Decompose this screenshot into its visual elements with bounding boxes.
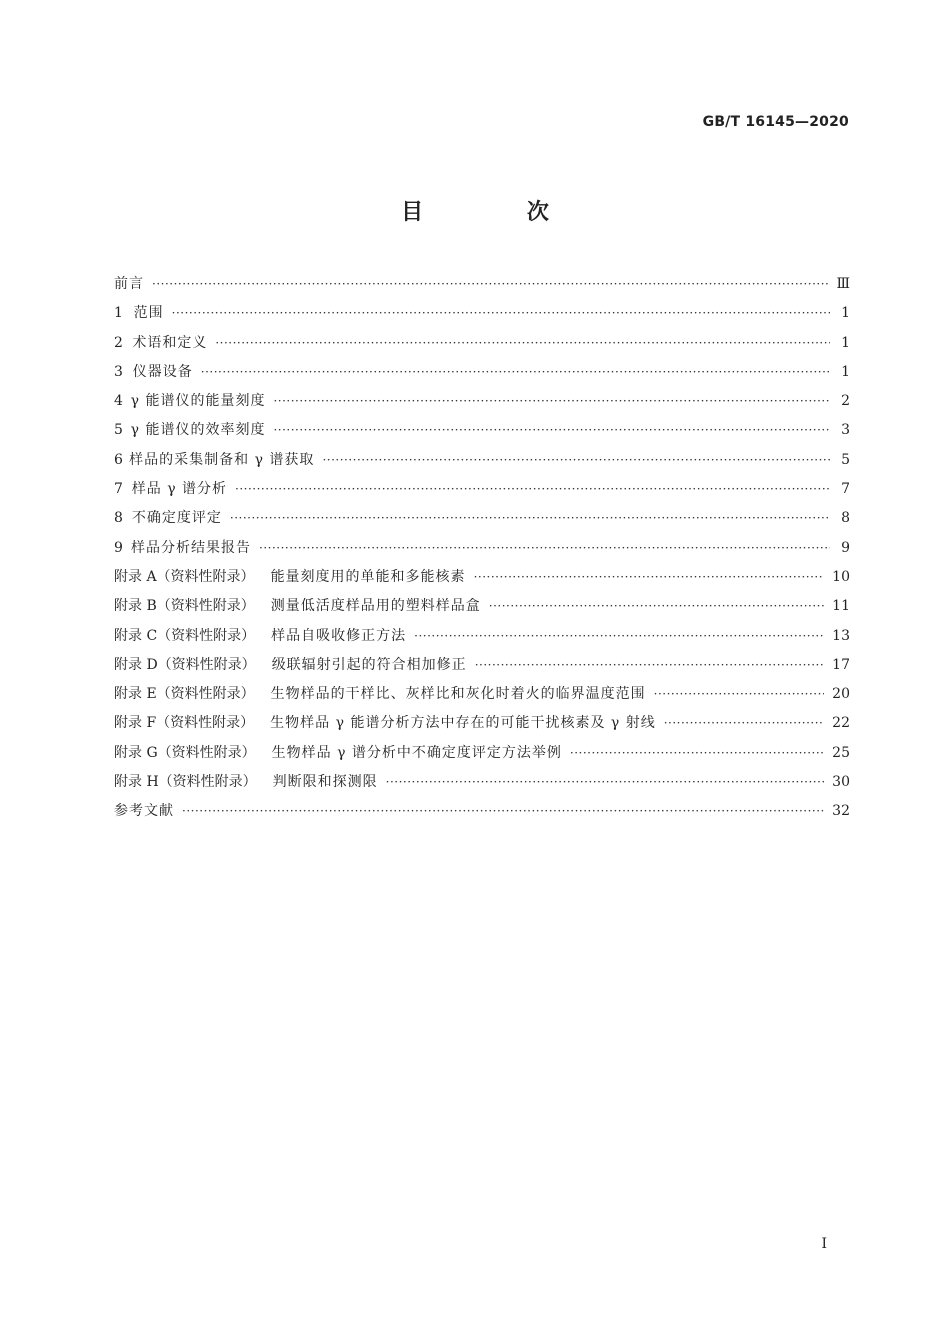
toc-entry-page: 30 (832, 774, 850, 791)
leader-dots (570, 739, 824, 768)
toc-entry-section-2[interactable] (114, 329, 850, 358)
toc-entry-label: 测量低活度样品用的塑料样品盒 (270, 598, 481, 615)
toc-entry-annex-c[interactable] (114, 622, 850, 651)
toc-entry-annex-b[interactable] (114, 592, 850, 621)
toc-entry-label: 生物样品的干样比、灰样比和灰化时着火的临界温度范围 (270, 686, 646, 703)
toc-entry-label: 样品分析结果报告 (131, 539, 252, 556)
toc-entry-page: 1 (841, 363, 850, 380)
toc-entry-section-1[interactable] (114, 299, 850, 328)
leader-dots (215, 329, 830, 358)
leader-dots (322, 446, 830, 475)
toc-entry-number: 2 (114, 334, 123, 351)
standard-code: GB/T 16145—2020 (702, 114, 849, 130)
toc-entry-label: 仪器设备 (132, 363, 193, 380)
toc-entry-annex-prefix: 附录 C（资料性附录） (114, 627, 256, 644)
toc-entry-page: 9 (841, 539, 850, 556)
toc-entry-page: 7 (841, 481, 850, 498)
page-number: I (821, 1236, 827, 1252)
toc-entry-label: 参考文献 (114, 803, 174, 820)
toc-entry-label: 样品自吸收修正方法 (271, 627, 407, 644)
toc-entry-label: 样品 γ 谱分析 (131, 481, 228, 498)
leader-dots (654, 680, 825, 709)
toc-entry-foreword[interactable] (114, 270, 850, 299)
toc-entry-annex-d[interactable] (114, 651, 850, 680)
toc-entry-label: 范围 (133, 305, 164, 322)
toc-entry-number: 4 (114, 393, 123, 410)
leader-dots (664, 709, 824, 738)
toc-entry-section-5[interactable] (114, 416, 850, 445)
toc-entry-page: 32 (832, 803, 850, 820)
toc-entry-page: 13 (832, 627, 850, 644)
toc-entry-annex-prefix: 附录 E（资料性附录） (114, 686, 255, 703)
toc-entry-page: 8 (841, 510, 850, 527)
toc-entry-label: 级联辐射引起的符合相加修正 (271, 656, 467, 673)
table-of-contents (114, 270, 850, 827)
leader-dots (489, 592, 824, 621)
toc-entry-label: γ 能谱仪的效率刻度 (130, 422, 266, 439)
toc-entry-section-9[interactable] (114, 534, 850, 563)
toc-entry-section-8[interactable] (114, 504, 850, 533)
toc-entry-page: Ⅲ (836, 276, 850, 292)
toc-entry-annex-a[interactable] (114, 563, 850, 592)
toc-entry-label: γ 能谱仪的能量刻度 (130, 393, 266, 410)
toc-entry-page: 20 (832, 686, 850, 703)
toc-entry-section-6[interactable] (114, 446, 850, 475)
leader-dots (475, 651, 824, 680)
toc-entry-annex-f[interactable] (114, 709, 850, 738)
page-title: 目 次 (401, 200, 597, 225)
toc-entry-section-7[interactable] (114, 475, 850, 504)
toc-entry-number: 9 (114, 539, 123, 556)
toc-entry-page: 5 (841, 451, 850, 468)
toc-entry-section-3[interactable] (114, 358, 850, 387)
toc-entry-number: 7 (114, 481, 123, 498)
toc-entry-label: 生物样品 γ 能谱分析方法中存在的可能干扰核素及 γ 射线 (270, 715, 656, 732)
toc-entry-label: 术语和定义 (132, 334, 208, 351)
leader-dots (386, 768, 825, 797)
leader-dots (273, 387, 830, 416)
leader-dots (273, 416, 830, 445)
toc-entry-references[interactable] (114, 797, 850, 826)
toc-entry-annex-prefix: 附录 B（资料性附录） (114, 598, 255, 615)
leader-dots (474, 563, 825, 592)
toc-entry-section-4[interactable] (114, 387, 850, 416)
toc-entry-annex-e[interactable] (114, 680, 850, 709)
leader-dots (152, 270, 828, 299)
toc-entry-label: 前言 (114, 276, 144, 292)
toc-entry-annex-h[interactable] (114, 768, 850, 797)
toc-entry-number: 5 (114, 422, 123, 439)
toc-entry-page: 11 (832, 598, 850, 615)
toc-entry-label: 样品的采集制备和 γ 谱获取 (129, 451, 315, 468)
toc-entry-page: 25 (832, 744, 850, 761)
toc-entry-page: 1 (841, 334, 850, 351)
toc-entry-annex-g[interactable] (114, 739, 850, 768)
leader-dots (414, 622, 824, 651)
toc-entry-page: 2 (841, 393, 850, 410)
toc-entry-number: 3 (114, 363, 123, 380)
toc-entry-label: 生物样品 γ 谱分析中不确定度评定方法举例 (271, 744, 562, 761)
toc-entry-number: 1 (114, 305, 123, 322)
toc-entry-annex-prefix: 附录 G（资料性附录） (114, 744, 256, 761)
toc-entry-page: 10 (832, 568, 850, 585)
leader-dots (230, 504, 830, 533)
toc-entry-page: 3 (841, 422, 850, 439)
toc-entry-label: 能量刻度用的单能和多能核素 (270, 568, 466, 585)
toc-entry-number: 8 (114, 510, 123, 527)
toc-entry-annex-prefix: 附录 H（资料性附录） (114, 774, 257, 791)
leader-dots (259, 534, 830, 563)
toc-entry-annex-prefix: 附录 D（资料性附录） (114, 656, 256, 673)
leader-dots (201, 358, 830, 387)
toc-entry-label: 判断限和探测限 (272, 774, 378, 791)
toc-entry-page: 22 (832, 715, 850, 732)
leader-dots (235, 475, 830, 504)
toc-entry-page: 1 (841, 305, 850, 322)
leader-dots (172, 299, 830, 328)
toc-entry-number: 6 (114, 451, 123, 468)
toc-entry-annex-prefix: 附录 A（资料性附录） (114, 568, 255, 585)
toc-entry-label: 不确定度评定 (131, 510, 222, 527)
toc-entry-annex-prefix: 附录 F（资料性附录） (114, 715, 255, 732)
toc-entry-page: 17 (832, 656, 850, 673)
leader-dots (182, 797, 824, 826)
